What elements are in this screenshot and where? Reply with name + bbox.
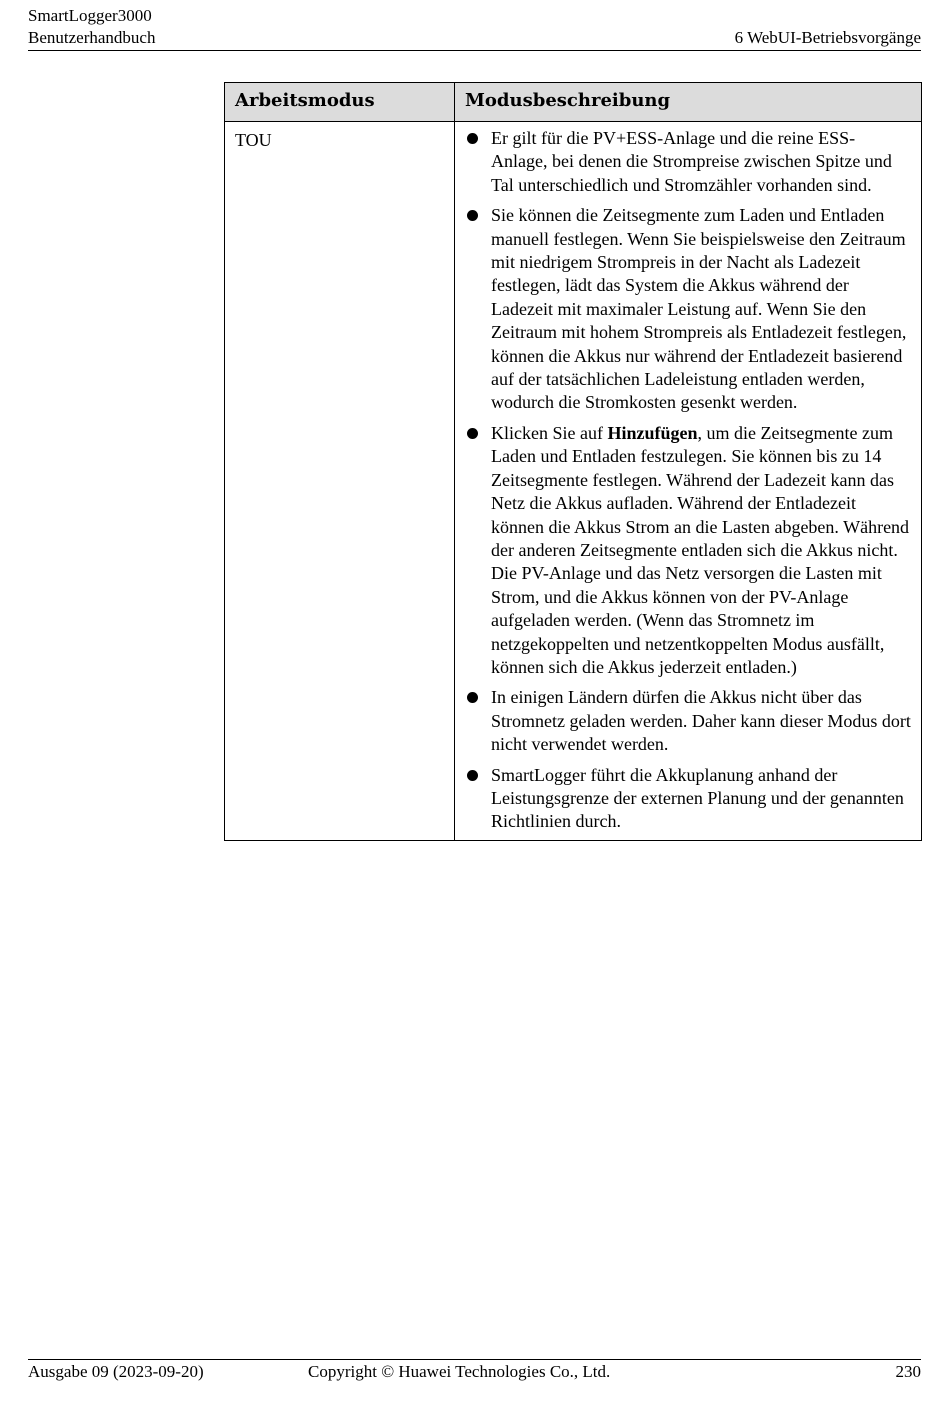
table-row [225,122,922,841]
bullet-icon [467,428,478,439]
bullet-text-bold: Hinzufügen [607,422,698,443]
list-item [465,764,911,834]
copyright-notice: Copyright © Huawei Technologies Co., Ltd. [308,1362,611,1381]
list-item [465,422,911,679]
product-name: SmartLogger3000 [28,6,152,25]
bullet-icon [467,210,478,221]
bullet-text: Sie können die Zeitsegmente zum Laden und Entladen manuell festlegen. Wenn Sie beispielsweise den Zeitraum mit niedrigem Strompreis in der Nacht als Ladezeit festlegen, lädt das System die Akkus während der Ladezeit mit maximaler Leistung auf. Wenn Sie den Zeitraum mit hohem Strompreis als Entladezeit festlegen, können die Akkus nur während der Entladezeit basierend auf der tatsächlichen Ladeleistung entladen werden, wodurch die Stromkosten gesenkt werden. [491,205,907,413]
list-item [465,686,911,756]
page-footer [28,1359,921,1390]
bullet-text-suffix: , um die Zeitsegmente zum Laden und Entladen festzulegen. Sie können bis zu 14 Zeitsegmente festlegen. Während der Ladezeit kann das Netz die Akkus aufladen. Während der Entladezeit können die Akkus Strom an die Lasten abgeben. Während der anderen Zeitsegmente entladen sich die Akkus nicht. Die PV-Anlage und das Netz versorgen die Lasten mit Strom, und die Akkus können von der PV-Anlage aufgeladen werden. (Wenn das Stromnetz im netzgekoppelten und netzentkoppelten Modus ausfällt, können sich die Akkus jederzeit entladen.) [491,422,910,677]
chapter-title: 6 WebUI-Betriebsvorgänge [734,28,921,47]
description-cell [455,122,922,841]
edition-info: Ausgabe 09 (2023-09-20) [28,1362,204,1381]
column-header-mode: Arbeitsmodus [225,83,455,122]
mode-cell: TOU [225,122,455,841]
bullet-text: Er gilt für die PV+ESS-Anlage und die reine ESS-Anlage, bei denen die Strompreise zwischen Spitze und Tal unterschiedlich und Stromzähler vorhanden sind. [491,128,892,195]
column-header-description: Modusbeschreibung [455,83,922,122]
bullet-text-prefix: Klicken Sie auf [491,422,608,443]
table-header-row [225,83,922,122]
page-number: 230 [895,1362,921,1381]
bullet-icon [467,770,478,781]
document-type: Benutzerhandbuch [28,28,156,47]
list-item [465,204,911,415]
list-item [465,127,911,197]
bullet-icon [467,133,478,144]
mode-table [224,82,922,841]
bullet-icon [467,692,478,703]
bullet-list [465,127,911,834]
page-header [28,6,921,51]
bullet-text: SmartLogger führt die Akkuplanung anhand der Leistungsgrenze der externen Planung und der genannten Richtlinien durch. [491,764,904,832]
bullet-text: In einigen Ländern dürfen die Akkus nicht über das Stromnetz geladen werden. Daher kann dieser Modus dort nicht verwendet werden. [491,687,911,755]
